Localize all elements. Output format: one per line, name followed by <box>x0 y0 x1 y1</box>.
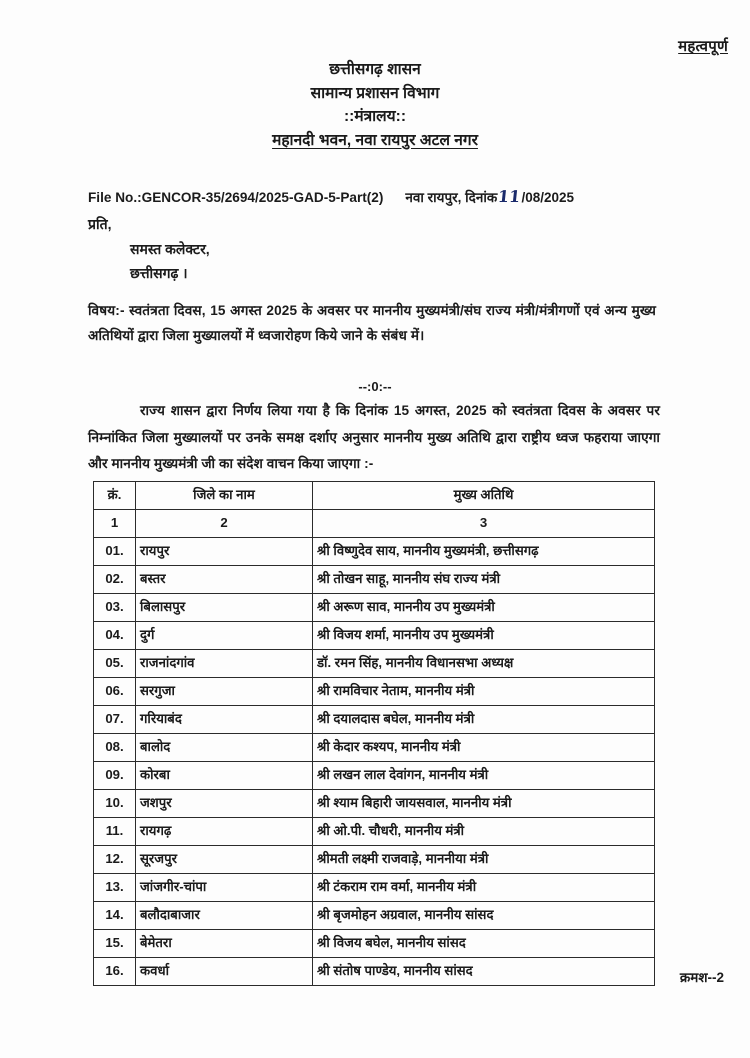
letterhead <box>0 58 750 152</box>
column-number-guest: 3 <box>313 510 655 538</box>
table-row <box>94 594 655 622</box>
letterhead-line-4 <box>0 129 750 153</box>
cell-district: दुर्ग <box>136 622 313 650</box>
column-number-district: 2 <box>136 510 313 538</box>
cell-serial: 13. <box>94 874 136 902</box>
cell-district: राजनांदगांव <box>136 650 313 678</box>
cell-district: रायपुर <box>136 538 313 566</box>
table-body <box>94 538 655 986</box>
handwritten-date-day: 11 <box>497 187 522 206</box>
cell-chief-guest: श्री विष्णुदेव साय, माननीय मुख्यमंत्री, छत्तीसगढ़ <box>313 538 655 566</box>
to-label: प्रति, <box>88 216 112 232</box>
cell-district: सूरजपुर <box>136 846 313 874</box>
cell-district: कोरबा <box>136 762 313 790</box>
cell-district: कवर्धा <box>136 958 313 986</box>
chief-guest-table-wrapper <box>93 481 655 986</box>
cell-district: बालोद <box>136 734 313 762</box>
file-and-date-line <box>88 187 670 206</box>
addressee-line-2: छत्तीसगढ़ । <box>130 265 188 281</box>
cell-chief-guest: श्री लखन लाल देवांगन, माननीय मंत्री <box>313 762 655 790</box>
file-number: File No.:GENCOR-35/2694/2025-GAD-5-Part(2) <box>88 190 384 205</box>
column-number-serial: 1 <box>94 510 136 538</box>
letterhead-line-3: ::मंत्रालय:: <box>344 108 406 126</box>
cell-serial: 01. <box>94 538 136 566</box>
table-row <box>94 622 655 650</box>
cell-chief-guest: श्री दयालदास बघेल, माननीय मंत्री <box>313 706 655 734</box>
cell-serial: 08. <box>94 734 136 762</box>
cell-chief-guest: श्री बृजमोहन अग्रवाल, माननीय सांसद <box>313 902 655 930</box>
chief-guest-table <box>93 481 655 986</box>
date-suffix: /08/2025 <box>521 190 575 205</box>
table-row <box>94 538 655 566</box>
page-continuation-footer: क्रमश--2 <box>679 970 724 985</box>
body-paragraph-part-2: :- <box>360 456 374 471</box>
table-row <box>94 958 655 986</box>
letterhead-address: महानदी भवन, नवा रायपुर अटल नगर <box>272 131 478 149</box>
cell-chief-guest: श्री तोखन साहू, माननीय संघ राज्य मंत्री <box>313 566 655 594</box>
cell-district: बेमेतरा <box>136 930 313 958</box>
cell-serial: 14. <box>94 902 136 930</box>
cell-district: बस्तर <box>136 566 313 594</box>
cell-serial: 15. <box>94 930 136 958</box>
column-header-guest: मुख्य अतिथि <box>313 482 655 510</box>
cell-chief-guest: श्री विजय शर्मा, माननीय उप मुख्यमंत्री <box>313 622 655 650</box>
cell-chief-guest: श्री श्याम बिहारी जायसवाल, माननीय मंत्री <box>313 790 655 818</box>
cell-district: बिलासपुर <box>136 594 313 622</box>
table-row <box>94 650 655 678</box>
cell-district: रायगढ़ <box>136 818 313 846</box>
table-row <box>94 930 655 958</box>
cell-serial: 03. <box>94 594 136 622</box>
letterhead-line-2: सामान्य प्रशासन विभाग <box>310 84 440 102</box>
cell-serial: 02. <box>94 566 136 594</box>
body-paragraph <box>88 398 660 478</box>
cell-district: सरगुजा <box>136 678 313 706</box>
cell-serial: 05. <box>94 650 136 678</box>
cell-serial: 10. <box>94 790 136 818</box>
cell-district: गरियाबंद <box>136 706 313 734</box>
cell-chief-guest: श्री केदार कश्यप, माननीय मंत्री <box>313 734 655 762</box>
cell-serial: 04. <box>94 622 136 650</box>
cell-district: जशपुर <box>136 790 313 818</box>
important-marking: महत्वपूर्ण <box>678 38 728 55</box>
table-row <box>94 790 655 818</box>
body-paragraph-emphasis: माननीय मुख्यमंत्री जी का संदेश वाचन किया जाएगा <box>111 456 361 471</box>
body-paragraph-part-1: राज्य शासन द्वारा निर्णय लिया गया है कि दिनांक 15 अगस्त, 2025 को स्वतंत्रता दिवस के अवसर पर निम्नांकित जिला मुख्यालयों पर उनके समक्ष दर्शाए अनुसार माननीय मुख्य अतिथि द्वारा राष्ट्रीय ध्वज फहराया जाएगा और <box>88 403 660 471</box>
table-row <box>94 874 655 902</box>
cell-chief-guest: श्री अरूण साव, माननीय उप मुख्यमंत्री <box>313 594 655 622</box>
cell-serial: 06. <box>94 678 136 706</box>
table-column-number-row <box>94 510 655 538</box>
table-header-row <box>94 482 655 510</box>
place-date-label: नवा रायपुर, दिनांक <box>405 190 498 205</box>
addressee-line-1: समस्त कलेक्टर, <box>130 240 210 257</box>
table-row <box>94 846 655 874</box>
section-divider: --:0:-- <box>358 379 392 394</box>
cell-chief-guest: श्री टंकराम राम वर्मा, माननीय मंत्री <box>313 874 655 902</box>
cell-chief-guest: डॉ. रमन सिंह, माननीय विधानसभा अध्यक्ष <box>313 650 655 678</box>
cell-chief-guest: श्री ओ.पी. चौधरी, माननीय मंत्री <box>313 818 655 846</box>
cell-chief-guest: श्री रामविचार नेताम, माननीय मंत्री <box>313 678 655 706</box>
table-row <box>94 902 655 930</box>
cell-district: जांजगीर-चांपा <box>136 874 313 902</box>
cell-serial: 16. <box>94 958 136 986</box>
cell-serial: 07. <box>94 706 136 734</box>
column-header-serial: क्रं. <box>94 482 136 510</box>
table-row <box>94 818 655 846</box>
subject-line: विषय:- स्वतंत्रता दिवस, 15 अगस्त 2025 के अवसर पर माननीय मुख्यमंत्री/संघ राज्य मंत्री/मंत्रीगणों एवं अन्य मुख्य अतिथियों द्वारा जिला मुख्यालयों में ध्वजारोहण किये जाने के संबंध में। <box>88 303 656 344</box>
table-row <box>94 566 655 594</box>
table-row <box>94 762 655 790</box>
table-head <box>94 482 655 538</box>
letterhead-line-1: छत्तीसगढ़ शासन <box>329 61 421 78</box>
table-row <box>94 734 655 762</box>
cell-district: बलौदाबाजार <box>136 902 313 930</box>
cell-serial: 12. <box>94 846 136 874</box>
place-and-date <box>405 187 574 206</box>
cell-serial: 11. <box>94 818 136 846</box>
table-row <box>94 706 655 734</box>
cell-chief-guest: श्री विजय बघेल, माननीय सांसद <box>313 930 655 958</box>
cell-serial: 09. <box>94 762 136 790</box>
table-row <box>94 678 655 706</box>
column-header-district: जिले का नाम <box>136 482 313 510</box>
cell-chief-guest: श्रीमती लक्ष्मी राजवाड़े, माननीया मंत्री <box>313 846 655 874</box>
addressee-block <box>88 212 210 286</box>
cell-chief-guest: श्री संतोष पाण्डेय, माननीय सांसद <box>313 958 655 986</box>
